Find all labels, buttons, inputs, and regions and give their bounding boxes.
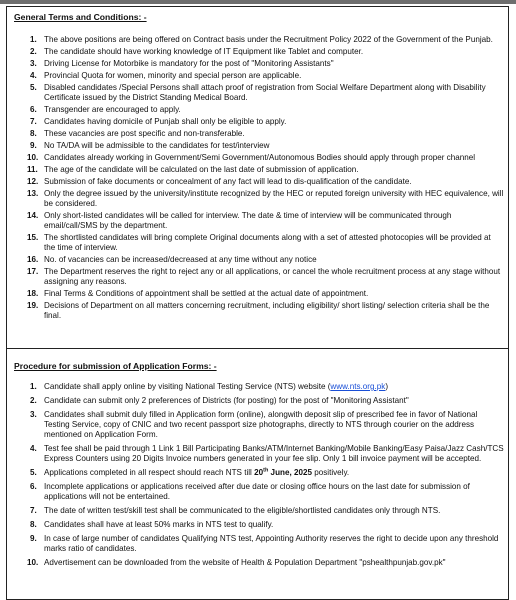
general-item-11: 11. The age of the candidate will be calculated on the last date of submission of application. — [27, 165, 359, 174]
general-item-18: 18. Final Terms & Conditions of appointment shall be settled at the actual date of appointment. — [27, 289, 369, 298]
procedure-item-2: 2. Candidate can submit only 2 preferences of Districts (for posting) for the post of "Monitoring Assistant" — [30, 396, 409, 405]
procedure-item-9: 9. In case of large number of candidates Qualifying NTS test, Appointing Authority reserves the right to decide upon any threshold marks ratio of candidates. — [30, 534, 499, 553]
general-terms-list — [14, 35, 504, 323]
section-divider — [6, 348, 509, 349]
procedure-item-5: 5. Applications completed in all respect should reach NTS till 20th June, 2025 positively. — [30, 467, 350, 477]
general-item-16: 16. No. of vacancies can be increased/decreased at any time without any notice — [27, 255, 317, 264]
procedure-item-4: 4. Test fee shall be paid through 1 Link 1 Bill Participating Banks/ATM/Internet Banking/Mobile Banking/Easy Paisa/Jazz Cash/TCS Express Counters using 20 Digits Invoice numbers generated in your fee slip. Only 1 bill invoice payment will be accepted. — [30, 444, 504, 463]
deadline-date: 20th June, 2025 — [254, 467, 312, 477]
procedure-item-3: 3. Candidates shall submit duly filled in Application form (online), alongwith deposit slip of prescribed fee in favor of National Testing Service, copy of CNIC and two recent passport size photographs, directly to NTS through courier on the address mentioned on Application Form. — [30, 410, 478, 439]
general-item-7: 7. Candidates having domicile of Punjab shall only be eligible to apply. — [30, 117, 287, 126]
procedure-item-7: 7. The date of written test/skill test shall be communicated to the eligible/shortlisted candidates only through NTS. — [30, 506, 441, 515]
general-item-4: 4. Provincial Quota for women, minority and special person are applicable. — [30, 71, 302, 80]
general-item-19: 19. Decisions of Department on all matters concerning recruitment, including eligibility/ short listing/ selection criteria shall be the final. — [27, 301, 490, 320]
procedure-item-10: 10. Advertisement can be downloaded from the website of Health & Population Department "pshealthpunjab.gov.pk" — [27, 558, 446, 567]
general-item-10: 10. Candidates already working in Government/Semi Government/Autonomous Bodies should apply through proper channel — [27, 153, 476, 162]
general-item-3: 3. Driving License for Motorbike is mandatory for the post of "Monitoring Assistants" — [30, 59, 334, 68]
top-edge-bar — [0, 0, 516, 4]
general-item-5: 5. Disabled candidates /Special Persons shall attach proof of registration from Social Welfare Department along with Disability Certificate issued by the District Standing Medical Board. — [30, 83, 486, 102]
procedure-item-6: 6. Incomplete applications or applications received after due date or closing office hours on the last date for submission of applications will not be entertained. — [30, 482, 470, 501]
general-item-17: 17. The Department reserves the right to reject any or all applications, or cancel the whole recruitment process at any stage without assigning any reasons. — [27, 267, 501, 286]
general-item-12: 12. Submission of fake documents or concealment of any fact will lead to dis-qualification of the candidate. — [27, 177, 412, 186]
procedure-heading: Procedure for submission of Application Forms: - — [14, 361, 217, 371]
general-item-15: 15. The shortlisted candidates will bring complete Original documents along with a set of attested photocopies will be provided at the time of interview. — [27, 233, 491, 252]
general-terms-heading: General Terms and Conditions: - — [14, 12, 147, 22]
procedure-list — [14, 382, 504, 572]
general-item-8: 8. These vacancies are post specific and non-transferable. — [30, 129, 245, 138]
general-item-9: 9. No TA/DA will be admissible to the candidates for test/interview — [30, 141, 270, 150]
general-item-14: 14. Only short-listed candidates will be called for interview. The date & time of interview will be communicated through email/call/SMS by the department. — [27, 211, 452, 230]
general-item-2: 2. The candidate should have working knowledge of IT Equipment like Tablet and computer. — [30, 47, 364, 56]
procedure-item-1: 1. Candidate shall apply online by visiting National Testing Service (NTS) website (www.nts.org.pk) — [30, 382, 389, 391]
general-item-6: 6. Transgender are encouraged to apply. — [30, 105, 181, 114]
general-item-13: 13. Only the degree issued by the university/institute recognized by the HEC or reputed foreign university with HEC equivalence, will be considered. — [27, 189, 504, 208]
nts-website-link[interactable]: www.nts.org.pk — [330, 382, 386, 391]
procedure-item-8: 8. Candidates shall have at least 50% marks in NTS test to qualify. — [30, 520, 274, 529]
general-item-1: 1. The above positions are being offered on Contract basis under the Recruitment Policy 2022 of the Government of the Punjab. — [30, 35, 493, 44]
